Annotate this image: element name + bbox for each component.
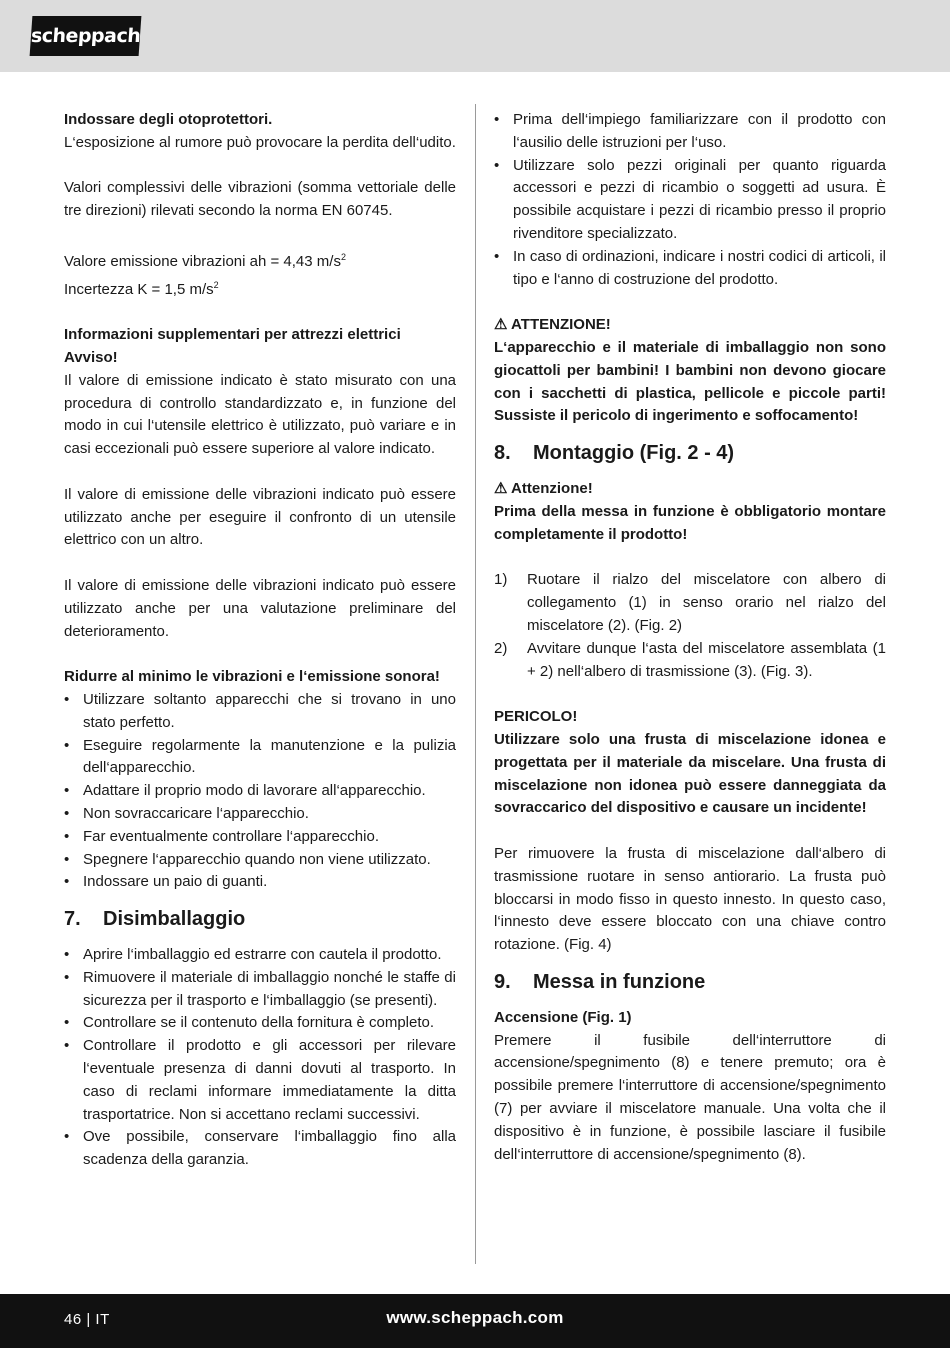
section-9-heading: 9. Messa in funzione — [494, 970, 706, 993]
attention-title: ⚠ ATTENZIONE! — [494, 316, 611, 334]
vibration-emission-value: Valore emissione vibrazioni ah = 4,43 $m/s^2$ — [64, 251, 346, 270]
website-url: www.scheppach.com — [386, 1308, 564, 1327]
list-item: • Utilizzare solo pezzi originali per quanto riguarda accessori e pezzi di ricambio o soggetti ad usura. È possibile acquistare i pezzi di ricambio presso il proprio rivenditore specializzato. — [494, 155, 886, 246]
reduce-vibration-list — [64, 689, 456, 894]
page-header — [0, 0, 950, 72]
uncertainty-value: Incertezza K = 1,5 $m/s^2$ — [64, 279, 219, 298]
notice-text: Il valore di emissione indicato è stato misurato con una procedura di controllo standardizzato e, in funzione del modo in cui l‘utensile elettrico è utilizzato, può variare e in casi eccezionali può essere superiore al valore indicato. — [64, 371, 456, 458]
vibration-total-text: Valori complessivi delle vibrazioni (somma vettoriale delle tre direzioni) rilevati secondo la norma EN 60745. — [64, 179, 456, 220]
unpacking-list — [64, 944, 456, 1172]
list-item: • Non sovraccaricare l‘apparecchio. — [64, 803, 456, 826]
danger-title: PERICOLO! — [494, 708, 578, 726]
usage-list — [494, 109, 886, 291]
list-item: • Rimuovere il materiale di imballaggio nonché le staffe di sicurezza per il trasporto e l‘imballaggio (se presenti). — [64, 967, 456, 1013]
assembly-attention-text: Prima della messa in funzione è obbligatorio montare completamente il prodotto! — [494, 502, 886, 543]
assembly-attention-title: ⚠ Attenzione! — [494, 480, 593, 498]
list-item: • Adattare il proprio modo di lavorare all‘apparecchio. — [64, 780, 456, 803]
preliminary-assessment-text: Il valore di emissione delle vibrazioni indicato può essere utilizzato anche per una valutazione preliminare del deterioramento. — [64, 576, 456, 640]
list-item: • Controllare il prodotto e gli accessori per rilevare l‘eventuale presenza di danni dovuti al trasporto. In caso di reclami informare immediatamente la ditta trasportatrice. Non si accettano reclami successivi. — [64, 1035, 456, 1126]
supplementary-info-title: Informazioni supplementari per attrezzi elettrici — [64, 326, 401, 344]
column-divider — [475, 104, 476, 1264]
notice-title: Avviso! — [64, 348, 118, 366]
hearing-protection-text: L‘esposizione al rumore può provocare la perdita dell‘udito. — [64, 133, 456, 151]
switch-on-title: Accensione (Fig. 1) — [494, 1008, 632, 1026]
left-column — [64, 109, 456, 1172]
list-item: • Prima dell‘impiego familiarizzare con il prodotto con l‘ausilio delle istruzioni per l‘uso. — [494, 109, 886, 155]
right-column — [494, 109, 886, 1166]
removal-text: Per rimuovere la frusta di miscelazione dall‘albero di trasmissione ruotare in senso antiorario. La frusta può bloccarsi in modo fisso in questo innesto. In questo caso, l‘innesto deve essere bloccato con una chiave contro rotazione. (Fig. 4) — [494, 844, 886, 954]
step-item: 1) Ruotare il rialzo del miscelatore con albero di collegamento (1) in senso orario nel rialzo del miscelatore (2). (Fig. 2) — [494, 571, 886, 634]
list-item: • In caso di ordinazioni, indicare i nostri codici di articoli, il tipo e l‘anno di costruzione del prodotto. — [494, 246, 886, 292]
comparison-text: Il valore di emissione delle vibrazioni indicato può essere utilizzato anche per eseguire il confronto di un utensile elettrico con un altro. — [64, 485, 456, 549]
list-item: • Ove possibile, conservare l‘imballaggio fino alla scadenza della garanzia. — [64, 1126, 456, 1172]
list-item: • Eseguire regolarmente la manutenzione e la pulizia dell‘apparecchio. — [64, 735, 456, 781]
attention-text: L‘apparecchio e il materiale di imballaggio non sono giocattoli per bambini! I bambini non devono giocare con i sacchetti di plastica, pellicole e piccole parti! Sussiste il pericolo di ingerimento e soffocamento! — [494, 338, 886, 425]
reduce-vibration-title: Ridurre al minimo le vibrazioni e l‘emissione sonora! — [64, 668, 440, 686]
page-number: 46 | IT — [64, 1311, 110, 1328]
list-item: • Utilizzare soltanto apparecchi che si trovano in uno stato perfetto. — [64, 689, 456, 735]
danger-text: Utilizzare solo una frusta di miscelazione idonea e progettata per il materiale da miscelare. Una frusta di miscelazione non idonea può essere danneggiata da sovraccarico del dispositivo e causare un incidente! — [494, 730, 886, 817]
list-item: • Controllare se il contenuto della fornitura è completo. — [64, 1012, 456, 1035]
list-item: • Indossare un paio di guanti. — [64, 871, 456, 894]
page-footer — [0, 1294, 950, 1348]
section-7-heading: 7. Disimballaggio — [64, 908, 246, 931]
list-item: • Far eventualmente controllare l‘apparecchio. — [64, 826, 456, 849]
section-8-heading: 8. Montaggio (Fig. 2 - 4) — [494, 442, 735, 465]
assembly-steps — [494, 569, 886, 683]
brand-logo: scheppach — [30, 16, 142, 56]
switch-on-text: Premere il fusibile dell‘interruttore di accensione/spegnimento (8) e tenere premuto; ora è possibile premere l‘interruttore di accensione/spegnimento (7) per avviare il miscelatore manuale. Una volta che il dispositivo è in funzione, è possibile lasciare il fusibile dell‘interruttore di accensione/spegnimento (8). — [494, 1031, 886, 1163]
list-item: • Aprire l‘imballaggio ed estrarre con cautela il prodotto. — [64, 944, 456, 967]
hearing-protection-title: Indossare degli otoprotettori. — [64, 111, 273, 128]
list-item: • Spegnere l‘apparecchio quando non viene utilizzato. — [64, 849, 456, 872]
step-item: 2) Avvitare dunque l‘asta del miscelatore assemblata (1 + 2) nell‘albero di trasmissione (3). (Fig. 3). — [494, 639, 886, 680]
